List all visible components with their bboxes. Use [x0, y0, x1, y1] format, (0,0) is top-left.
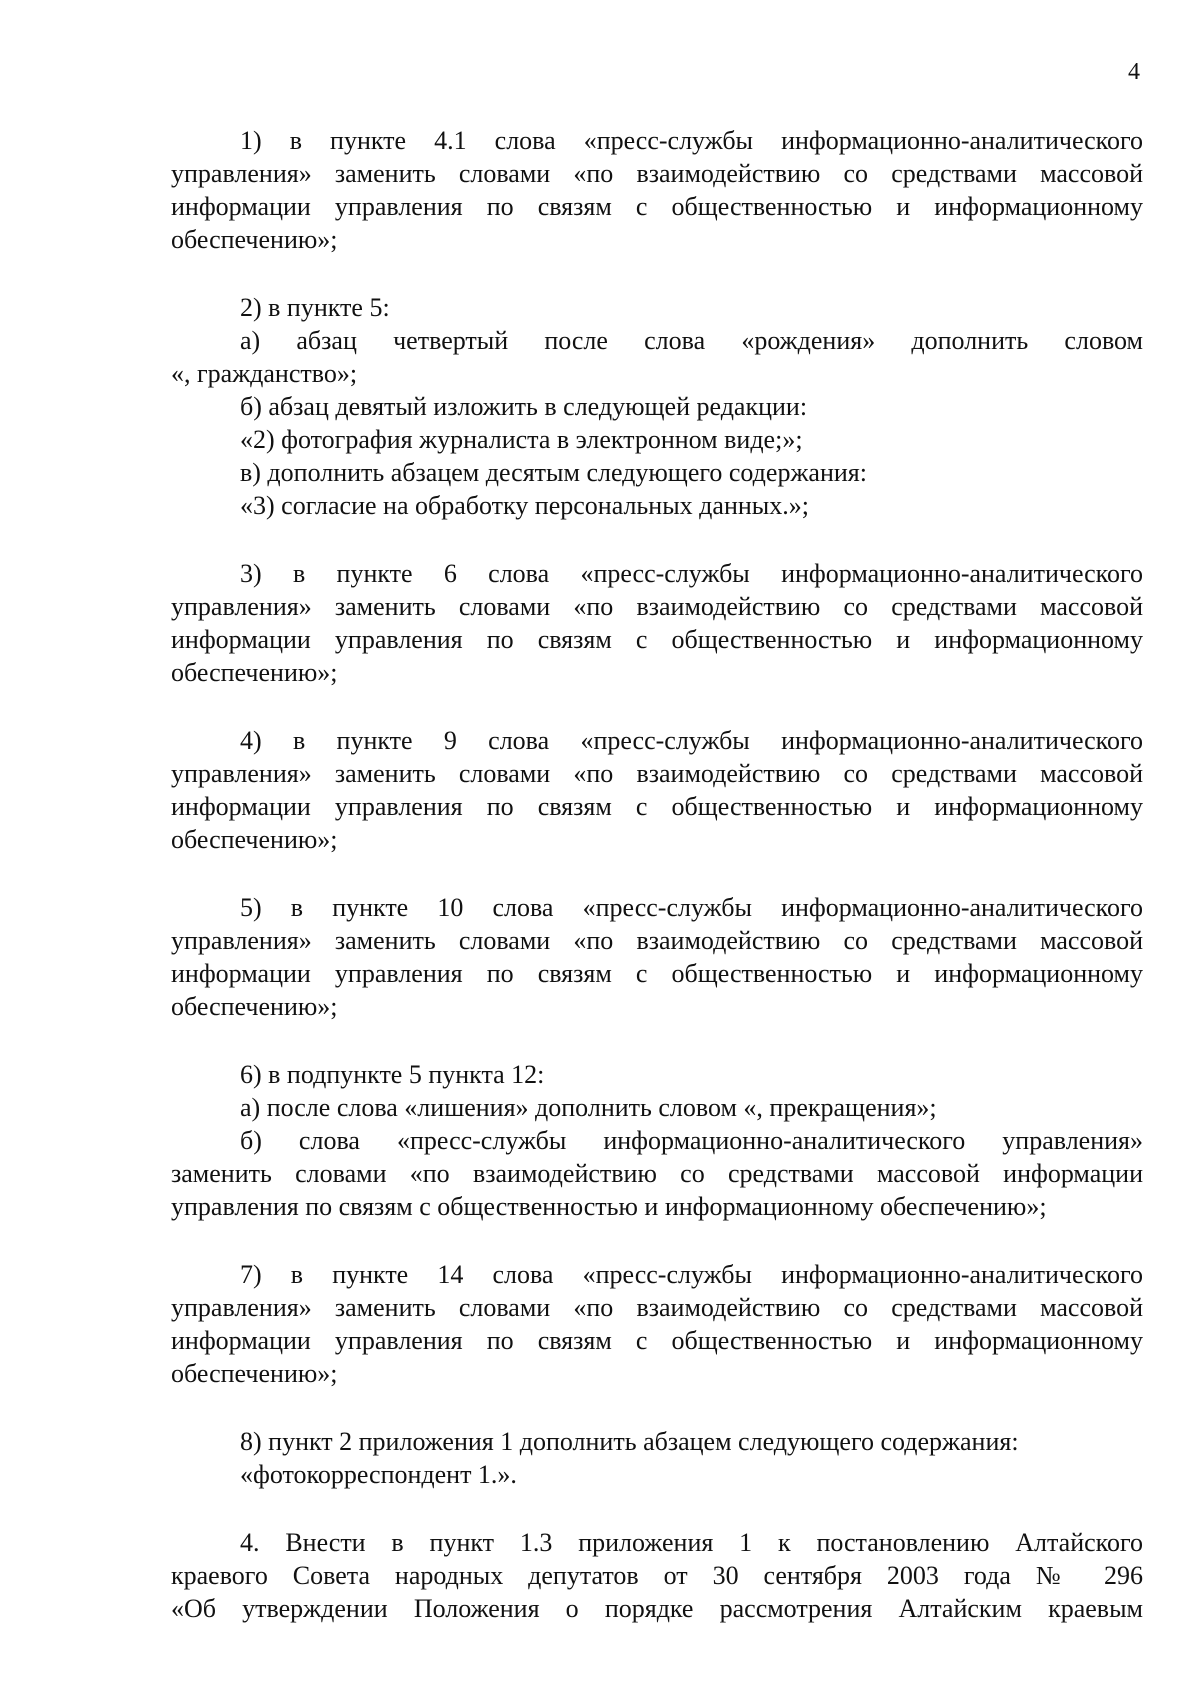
text-line: краевого Совета народных депутатов от 30 сентября 2003 года № 296 — [171, 1561, 1143, 1590]
paragraph — [171, 724, 1143, 856]
text-line: 5) в пункте 10 слова «пресс-службы информационно-аналитического — [240, 893, 1143, 922]
text-line: 4. Внести в пункт 1.3 приложения 1 к постановлению Алтайского — [240, 1528, 1143, 1557]
text-line: а) абзац четвертый после слова «рождения» дополнить словом — [240, 326, 1143, 355]
text-line: заменить словами «по взаимодействию со средствами массовой информации — [171, 1159, 1143, 1188]
paragraph — [171, 124, 1143, 256]
text-line: информации управления по связям с общественностью и информационному — [171, 959, 1143, 988]
paragraph — [171, 1425, 1143, 1491]
text-line: 1) в пункте 4.1 слова «пресс-службы информационно-аналитического — [240, 126, 1143, 155]
text-line: 3) в пункте 6 слова «пресс-службы информационно-аналитического — [240, 559, 1143, 588]
text-line: а) после слова «лишения» дополнить словом «, прекращения»; — [240, 1093, 937, 1122]
text-line: информации управления по связям с общественностью и информационному — [171, 625, 1143, 654]
text-line: 2) в пункте 5: — [240, 293, 390, 322]
text-line: «фотокорреспондент 1.». — [240, 1460, 517, 1489]
text-line: информации управления по связям с общественностью и информационному — [171, 192, 1143, 221]
text-line: 7) в пункте 14 слова «пресс-службы информационно-аналитического — [240, 1260, 1143, 1289]
paragraph — [171, 1526, 1143, 1625]
text-line: обеспечению»; — [171, 225, 338, 254]
text-line: «Об утверждении Положения о порядке рассмотрения Алтайским краевым — [171, 1594, 1143, 1623]
paragraph — [171, 557, 1143, 689]
text-line: «2) фотография журналиста в электронном виде;»; — [240, 425, 803, 454]
text-line: «, гражданство»; — [171, 359, 358, 388]
paragraph — [171, 1058, 1143, 1223]
text-line: б) абзац девятый изложить в следующей редакции: — [240, 392, 808, 421]
text-line: управления» заменить словами «по взаимодействию со средствами массовой — [171, 926, 1143, 955]
text-line: управления» заменить словами «по взаимодействию со средствами массовой — [171, 1293, 1143, 1322]
text-line: информации управления по связям с общественностью и информационному — [171, 1326, 1143, 1355]
text-line: 6) в подпункте 5 пункта 12: — [240, 1060, 545, 1089]
text-line: в) дополнить абзацем десятым следующего содержания: — [240, 458, 867, 487]
document-body — [171, 124, 1143, 1625]
page-number: 4 — [1128, 59, 1140, 85]
paragraph — [171, 291, 1143, 522]
text-line: управления» заменить словами «по взаимодействию со средствами массовой — [171, 159, 1143, 188]
paragraph — [171, 1258, 1143, 1390]
text-line: управления» заменить словами «по взаимодействию со средствами массовой — [171, 759, 1143, 788]
text-line: обеспечению»; — [171, 1359, 338, 1388]
text-line: 8) пункт 2 приложения 1 дополнить абзацем следующего содержания: — [240, 1427, 1019, 1456]
text-line: обеспечению»; — [171, 825, 338, 854]
text-line: обеспечению»; — [171, 992, 338, 1021]
text-line: управления» заменить словами «по взаимодействию со средствами массовой — [171, 592, 1143, 621]
text-line: «3) согласие на обработку персональных данных.»; — [240, 491, 809, 520]
paragraph — [171, 891, 1143, 1023]
text-line: обеспечению»; — [171, 658, 338, 687]
text-line: б) слова «пресс-службы информационно-аналитического управления» — [240, 1126, 1143, 1155]
text-line: 4) в пункте 9 слова «пресс-службы информационно-аналитического — [240, 726, 1143, 755]
text-line: информации управления по связям с общественностью и информационному — [171, 792, 1143, 821]
text-line: управления по связям с общественностью и информационному обеспечению»; — [171, 1192, 1047, 1221]
